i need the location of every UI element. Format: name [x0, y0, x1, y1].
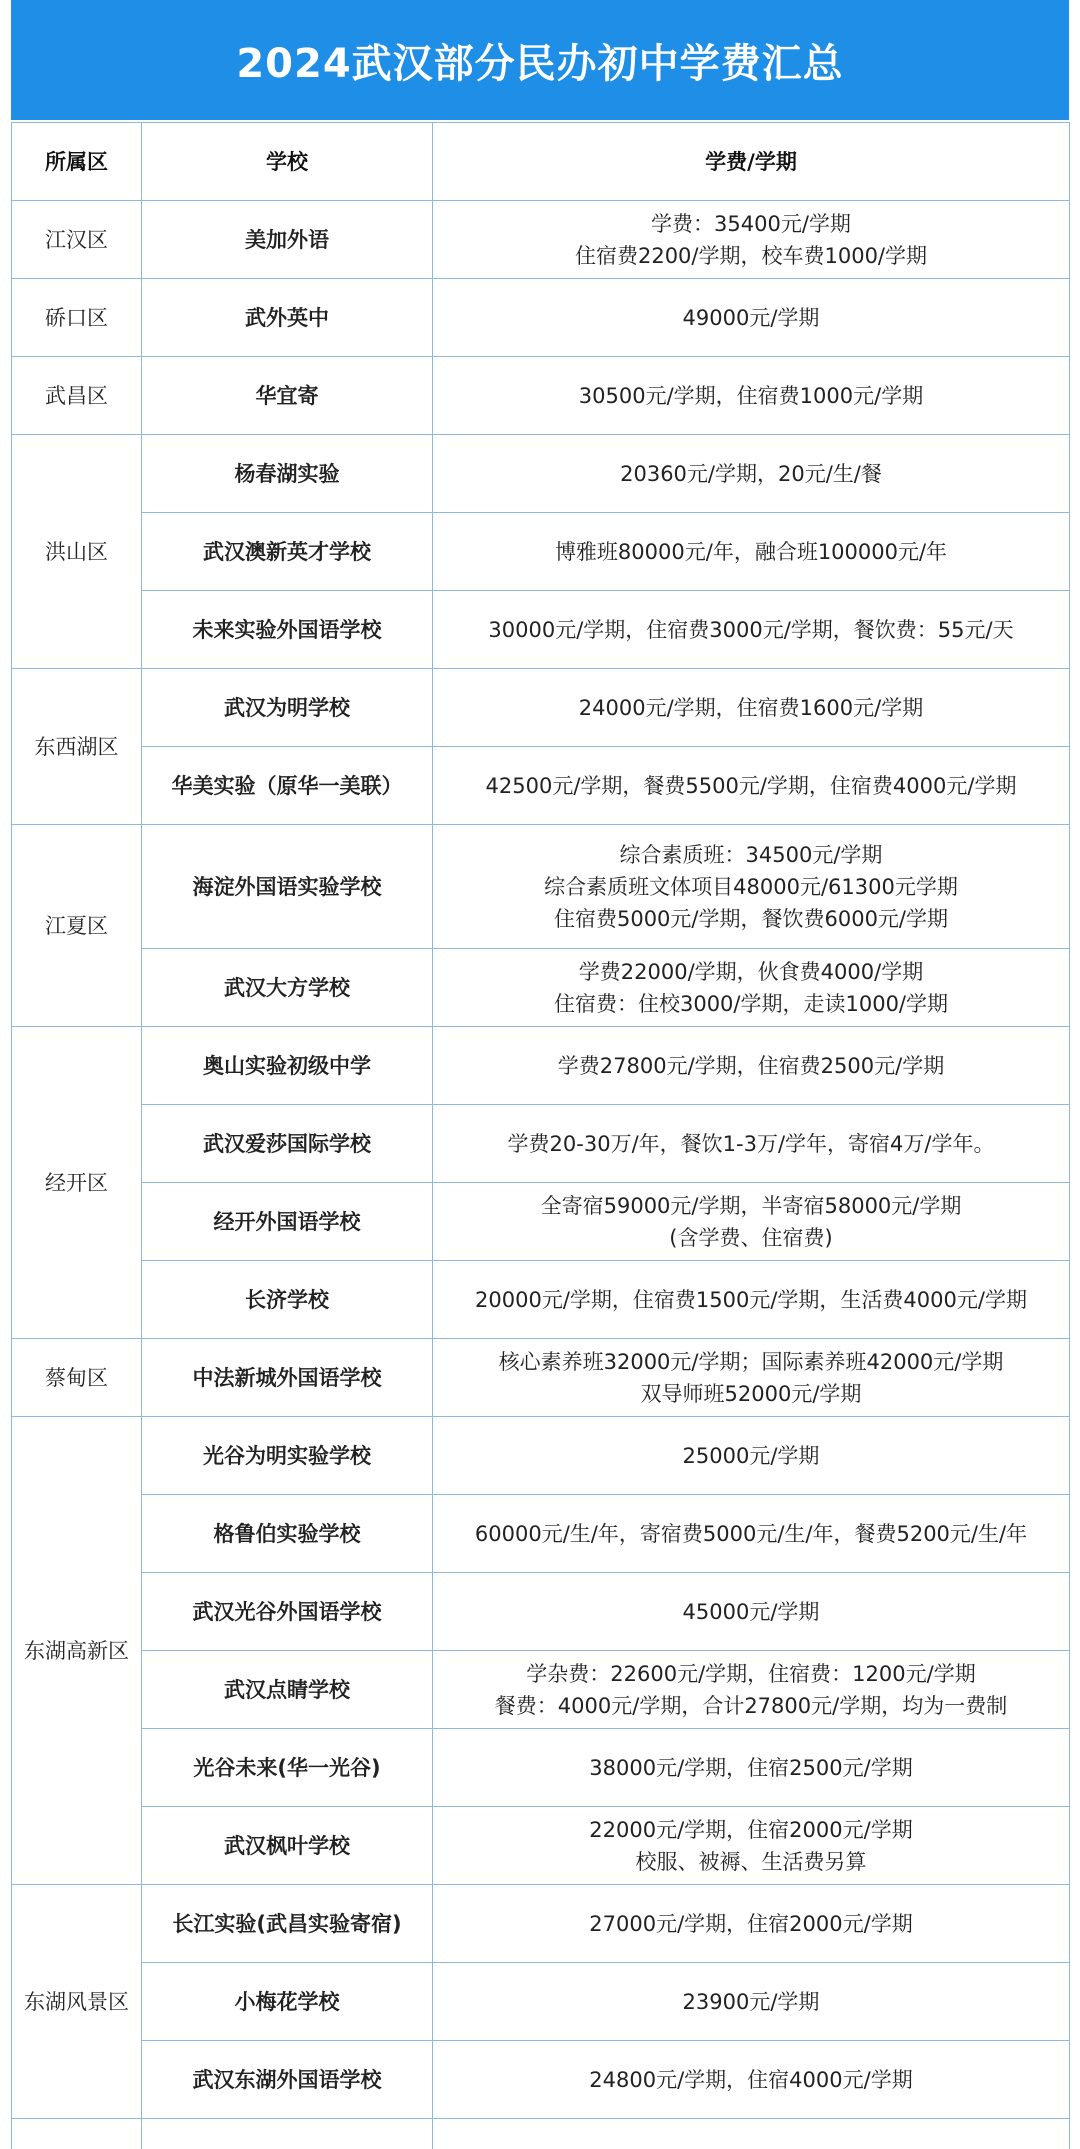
fee-line: 博雅班80000元/年，融合班100000元/年 — [437, 536, 1065, 568]
empty-cell — [433, 2119, 1070, 2149]
table-row — [12, 201, 1070, 279]
fee-line: 20360元/学期，20元/生/餐 — [437, 458, 1065, 490]
table-row — [12, 747, 1070, 825]
district-cell: 江汉区 — [12, 201, 142, 279]
school-name-cell: 光谷为明实验学校 — [142, 1417, 433, 1495]
table-row — [12, 2041, 1070, 2119]
district-cell: 东西湖区 — [12, 669, 142, 825]
fee-cell — [433, 2041, 1070, 2119]
school-name-cell: 武汉为明学校 — [142, 669, 433, 747]
fee-line: 学费22000/学期，伙食费4000/学期 — [437, 956, 1065, 988]
fee-line: 30000元/学期，住宿费3000元/学期，餐饮费：55元/天 — [437, 614, 1065, 646]
school-name-cell: 武汉澳新英才学校 — [142, 513, 433, 591]
school-name-cell: 武汉光谷外国语学校 — [142, 1573, 433, 1651]
fee-line: 住宿费：住校3000/学期，走读1000/学期 — [437, 988, 1065, 1020]
school-name-cell: 中法新城外国语学校 — [142, 1339, 433, 1417]
table-row — [12, 669, 1070, 747]
fee-line: 核心素养班32000元/学期；国际素养班42000元/学期 — [437, 1346, 1065, 1378]
table-row — [12, 1261, 1070, 1339]
fee-cell — [433, 747, 1070, 825]
school-name-cell: 海淀外国语实验学校 — [142, 825, 433, 949]
fee-line: 30500元/学期，住宿费1000元/学期 — [437, 380, 1065, 412]
table-row — [12, 949, 1070, 1027]
header-district: 所属区 — [12, 123, 142, 201]
table-row — [12, 591, 1070, 669]
table-row — [12, 435, 1070, 513]
table-row — [12, 357, 1070, 435]
table-row — [12, 1339, 1070, 1417]
table-row — [12, 1885, 1070, 1963]
fee-line: (含学费、住宿费) — [437, 1222, 1065, 1254]
fee-cell — [433, 1183, 1070, 1261]
fee-line: 42500元/学期，餐费5500元/学期，住宿费4000元/学期 — [437, 770, 1065, 802]
table-row — [12, 1417, 1070, 1495]
table-row — [12, 1495, 1070, 1573]
fee-cell — [433, 591, 1070, 669]
fee-cell — [433, 357, 1070, 435]
fee-line: 校服、被褥、生活费另算 — [437, 1846, 1065, 1878]
fee-line: 23900元/学期 — [437, 1986, 1065, 2018]
fee-line: 24800元/学期，住宿4000元/学期 — [437, 2064, 1065, 2096]
school-name-cell: 武外英中 — [142, 279, 433, 357]
fee-cell — [433, 1339, 1070, 1417]
table-row — [12, 1183, 1070, 1261]
fee-line: 住宿费2200/学期，校车费1000/学期 — [437, 240, 1065, 272]
school-name-cell: 格鲁伯实验学校 — [142, 1495, 433, 1573]
school-name-cell: 华美实验（原华一美联） — [142, 747, 433, 825]
empty-cell — [12, 2119, 142, 2149]
table-row — [12, 1651, 1070, 1729]
table-row — [12, 1807, 1070, 1885]
table-row — [12, 1573, 1070, 1651]
school-name-cell: 武汉枫叶学校 — [142, 1807, 433, 1885]
fee-cell — [433, 825, 1070, 949]
district-cell: 经开区 — [12, 1027, 142, 1339]
fee-line: 全寄宿59000元/学期，半寄宿58000元/学期 — [437, 1190, 1065, 1222]
tuition-table — [11, 122, 1070, 2149]
fee-line: 49000元/学期 — [437, 302, 1065, 334]
fee-cell — [433, 513, 1070, 591]
school-name-cell: 未来实验外国语学校 — [142, 591, 433, 669]
fee-cell — [433, 1651, 1070, 1729]
fee-line: 60000元/生/年，寄宿费5000元/生/年，餐费5200元/生/年 — [437, 1518, 1065, 1550]
fee-line: 45000元/学期 — [437, 1596, 1065, 1628]
school-name-cell: 奥山实验初级中学 — [142, 1027, 433, 1105]
school-name-cell: 武汉爱莎国际学校 — [142, 1105, 433, 1183]
district-cell: 江夏区 — [12, 825, 142, 1027]
fee-line: 学杂费：22600元/学期，住宿费：1200元/学期 — [437, 1658, 1065, 1690]
school-name-cell: 经开外国语学校 — [142, 1183, 433, 1261]
fee-line: 25000元/学期 — [437, 1440, 1065, 1472]
fee-cell — [433, 1963, 1070, 2041]
fee-line: 38000元/学期，住宿2500元/学期 — [437, 1752, 1065, 1784]
table-row — [12, 279, 1070, 357]
fee-cell — [433, 1105, 1070, 1183]
fee-cell — [433, 1027, 1070, 1105]
fee-cell — [433, 1573, 1070, 1651]
table-row — [12, 825, 1070, 949]
header-fee: 学费/学期 — [433, 123, 1070, 201]
fee-line: 住宿费5000元/学期，餐饮费6000元/学期 — [437, 903, 1065, 935]
district-cell: 硚口区 — [12, 279, 142, 357]
district-cell: 洪山区 — [12, 435, 142, 669]
school-name-cell: 华宜寄 — [142, 357, 433, 435]
district-cell: 东湖高新区 — [12, 1417, 142, 1885]
district-cell: 东湖风景区 — [12, 1885, 142, 2119]
fee-line: 20000元/学期，住宿费1500元/学期，生活费4000元/学期 — [437, 1284, 1065, 1316]
school-name-cell: 光谷未来(华一光谷) — [142, 1729, 433, 1807]
table-header-row — [12, 123, 1070, 201]
district-cell: 蔡甸区 — [12, 1339, 142, 1417]
fee-line: 学费：35400元/学期 — [437, 208, 1065, 240]
fee-line: 综合素质班文体项目48000元/61300元学期 — [437, 871, 1065, 903]
fee-line: 学费20-30万/年，餐饮1-3万/学年，寄宿4万/学年。 — [437, 1128, 1065, 1160]
table-row — [12, 1027, 1070, 1105]
fee-line: 27000元/学期，住宿2000元/学期 — [437, 1908, 1065, 1940]
fee-cell — [433, 1729, 1070, 1807]
district-cell: 武昌区 — [12, 357, 142, 435]
fee-cell — [433, 1261, 1070, 1339]
table-row — [12, 1729, 1070, 1807]
fee-cell — [433, 435, 1070, 513]
fee-cell — [433, 669, 1070, 747]
school-name-cell: 长江实验(武昌实验寄宿) — [142, 1885, 433, 1963]
school-name-cell: 杨春湖实验 — [142, 435, 433, 513]
fee-cell — [433, 949, 1070, 1027]
school-name-cell: 武汉大方学校 — [142, 949, 433, 1027]
table-row — [12, 513, 1070, 591]
fee-line: 24000元/学期，住宿费1600元/学期 — [437, 692, 1065, 724]
page-title: 2024武汉部分民办初中学费汇总 — [11, 0, 1069, 120]
school-name-cell: 美加外语 — [142, 201, 433, 279]
table-row — [12, 1105, 1070, 1183]
header-school: 学校 — [142, 123, 433, 201]
fee-cell — [433, 201, 1070, 279]
fee-cell — [433, 1807, 1070, 1885]
table-tail-row — [12, 2119, 1070, 2149]
school-name-cell: 小梅花学校 — [142, 1963, 433, 2041]
fee-line: 学费27800元/学期，住宿费2500元/学期 — [437, 1050, 1065, 1082]
fee-cell — [433, 279, 1070, 357]
fee-cell — [433, 1885, 1070, 1963]
school-name-cell: 长济学校 — [142, 1261, 433, 1339]
school-name-cell: 武汉点睛学校 — [142, 1651, 433, 1729]
school-name-cell: 武汉东湖外国语学校 — [142, 2041, 433, 2119]
fee-cell — [433, 1417, 1070, 1495]
table-body — [12, 201, 1070, 2149]
fee-line: 综合素质班：34500元/学期 — [437, 839, 1065, 871]
fee-cell — [433, 1495, 1070, 1573]
fee-line: 22000元/学期，住宿2000元/学期 — [437, 1814, 1065, 1846]
fee-line: 双导师班52000元/学期 — [437, 1378, 1065, 1410]
empty-cell — [142, 2119, 433, 2149]
table-row — [12, 1963, 1070, 2041]
fee-line: 餐费：4000元/学期，合计27800元/学期，均为一费制 — [437, 1690, 1065, 1722]
